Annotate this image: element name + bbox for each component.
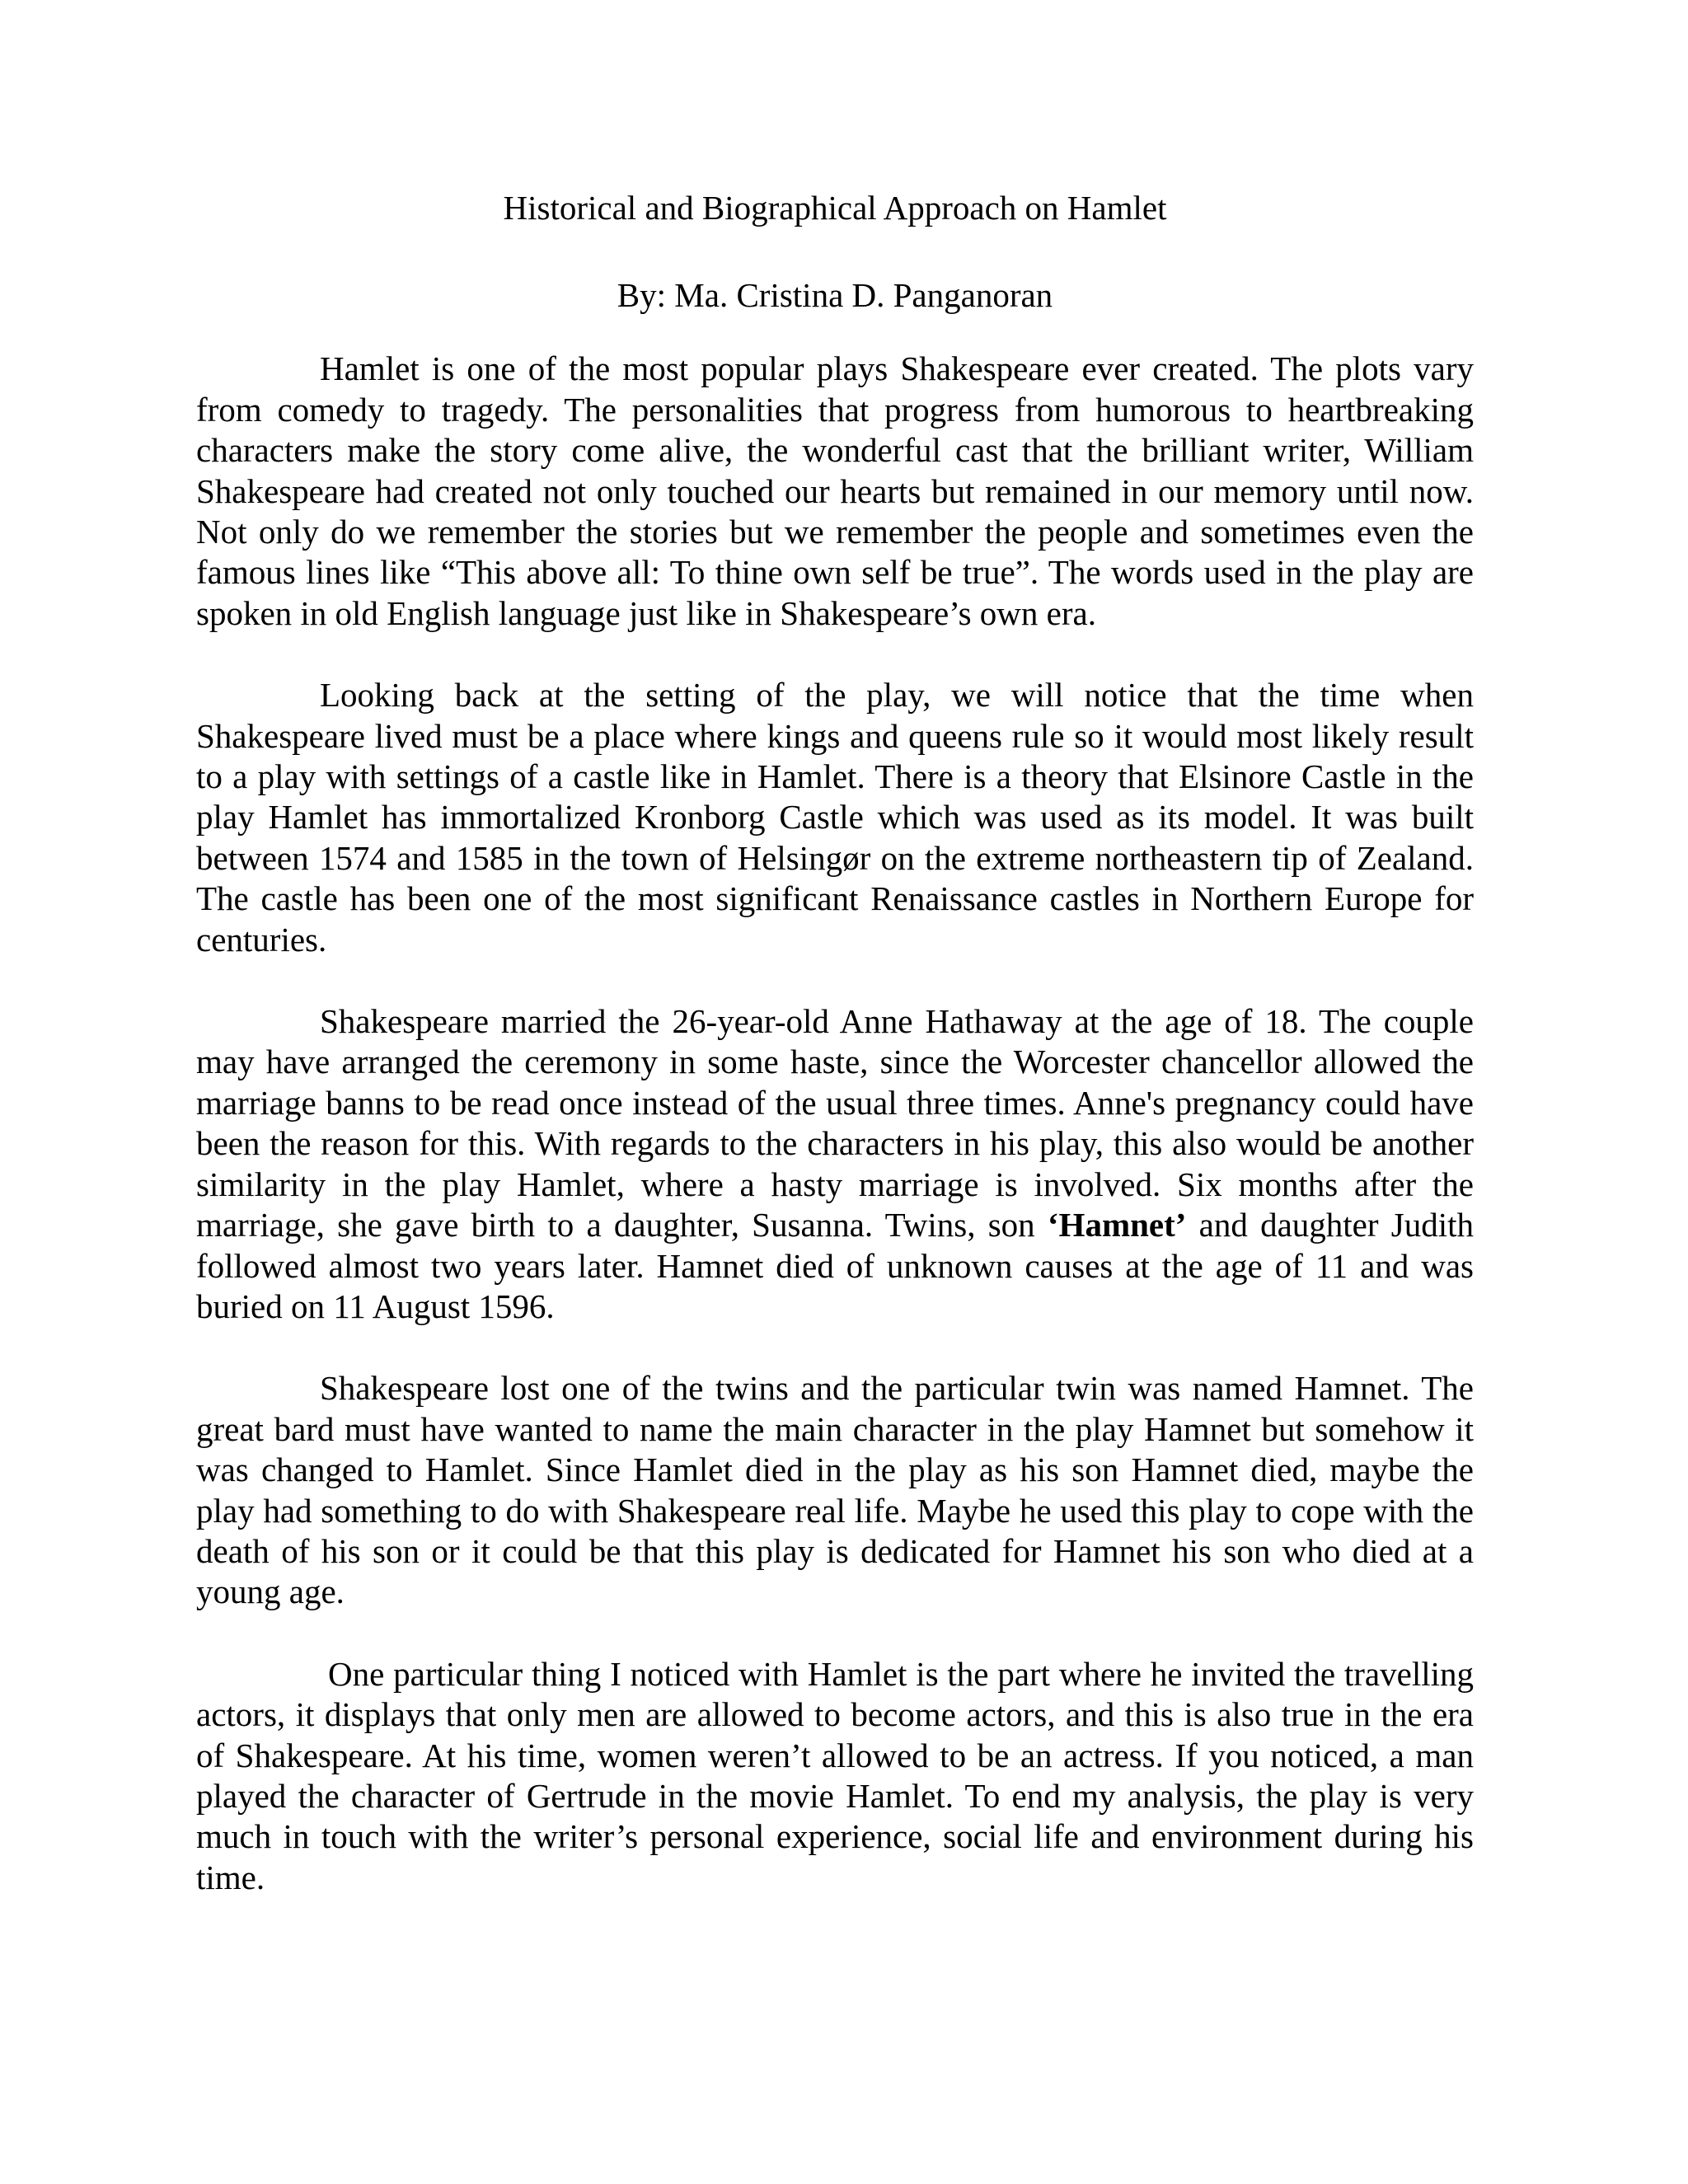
paragraph-biography-text-before: Shakespeare married the 26-year-old Anne Hathaway at the age of 18. The couple may have arranged the ceremony in some haste, since the Worcester chancellor allowed the marriage banns to be read once instead of the usual three times. Anne's pregnancy could have been the reason for this. With regards to the characters in his play, this also would be another similarity in the play Hamlet, where a hasty marriage is involved. Six months after the marriage, she gave birth to a daughter, Susanna. Twins, son [196, 1002, 1474, 1244]
hamnet-bold-name: ‘Hamnet’ [1047, 1206, 1187, 1244]
paragraph-biography [196, 1001, 1474, 1327]
document-title: Historical and Biographical Approach on Hamlet [503, 189, 1167, 227]
document-page [196, 188, 1474, 1939]
document-byline: By: Ma. Cristina D. Panganoran [617, 276, 1053, 315]
paragraph-biography-text-after: and daughter Judith followed almost two years later. Hamnet died of unknown causes at the age of 11 and was buried on 11 August 1596. [196, 1206, 1474, 1325]
paragraph-intro: Hamlet is one of the most popular plays Shakespeare ever created. The plots vary from comedy to tragedy. The personalities that progress from humorous to heartbreaking characters make the story come alive, the wonderful cast that the brilliant writer, William Shakespeare had created not only touched our hearts but remained in our memory until now. Not only do we remember the stories but we remember the people and sometimes even the famous lines like “This above all: To thine own self be true”. The words used in the play are spoken in old English language just like in Shakespeare’s own era. [196, 349, 1474, 632]
paragraph-setting: Looking back at the setting of the play, we will notice that the time when Shakespeare lived must be a place where kings and queens rule so it would most likely result to a play with settings of a castle like in Hamlet. There is a theory that Elsinore Castle in the play Hamlet has immortalized Kronborg Castle which was used as its model. It was built between 1574 and 1585 in the town of Helsingør on the extreme northeastern tip of Zealand. The castle has been one of the most significant Renaissance castles in Northern Europe for centuries. [196, 676, 1474, 958]
paragraph-hamnet: Shakespeare lost one of the twins and the particular twin was named Hamnet. The great bard must have wanted to name the main character in the play Hamnet but somehow it was changed to Hamlet. Since Hamlet died in the play as his son Hamnet died, maybe the play had something to do with Shakespeare real life. Maybe he used this play to cope with the death of his son or it could be that this play is dedicated for Hamnet his son who died at a young age. [196, 1369, 1474, 1611]
paragraph-conclusion: One particular thing I noticed with Hamlet is the part where he invited the travelling actors, it displays that only men are allowed to become actors, and this is also true in the era of Shakespeare. At his time, women weren’t allowed to be an actress. If you noticed, a man played the character of Gertrude in the movie Hamlet. To end my analysis, the play is very much in touch with the writer’s personal experience, social life and environment during his time. [196, 1654, 1474, 1896]
